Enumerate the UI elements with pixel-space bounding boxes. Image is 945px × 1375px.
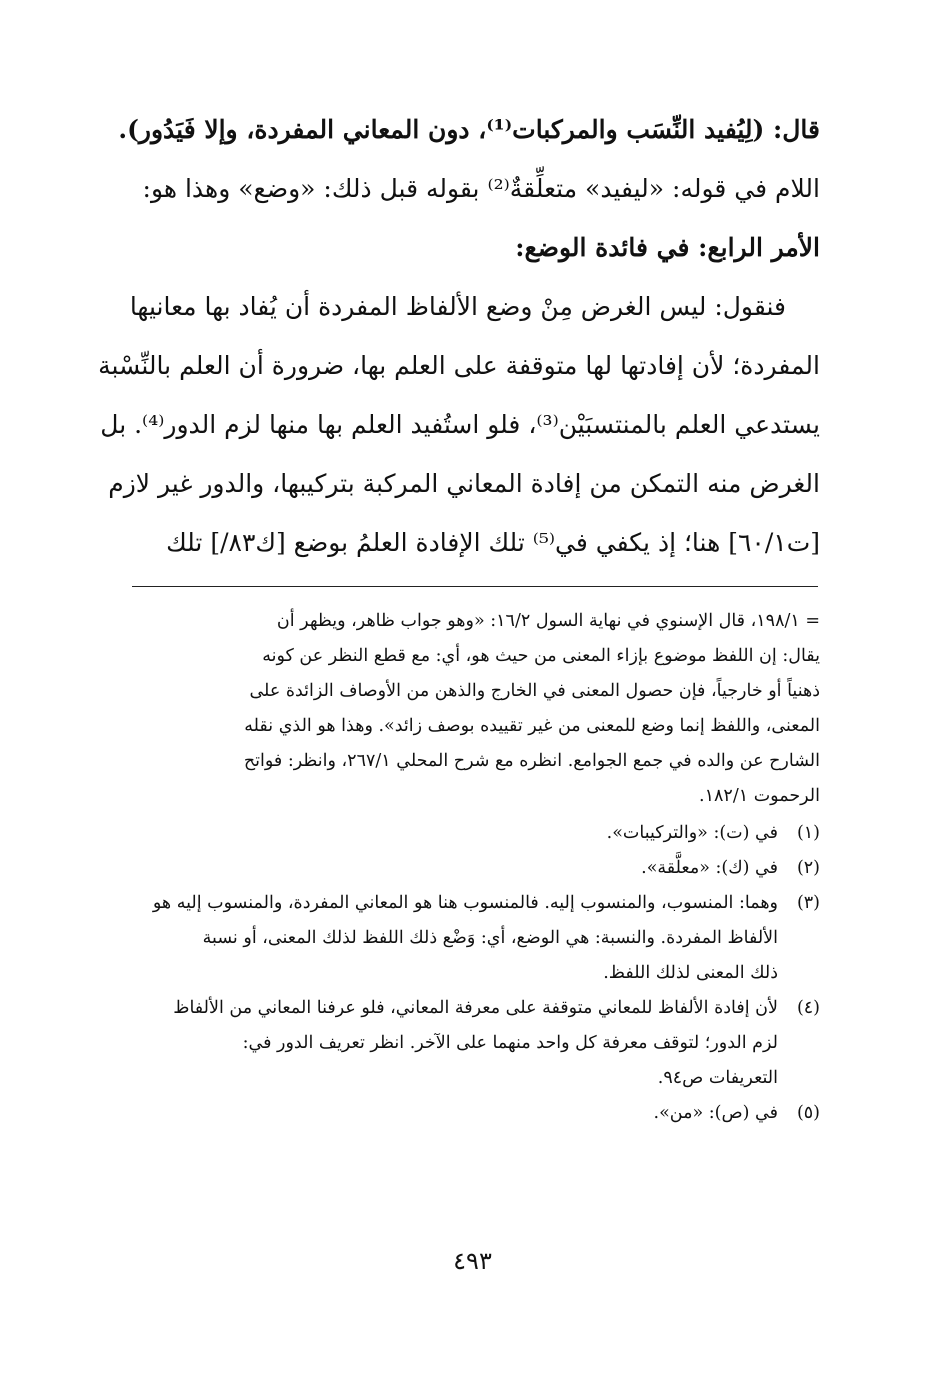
- footnote-text: في (ك): «معلَّقة».: [641, 858, 778, 878]
- footnote-3-cont: الألفاظ المفردة. والنسبة: هي الوضع، أي: وَضْع ذلك اللفظ لذلك المعنى، أو نسبة: [202, 928, 778, 948]
- section-heading: الأمر الرابع: في فائدة الوضع:: [515, 233, 820, 262]
- footnote-continuation-line: الشارح عن والده في جمع الجوامع. انظره مع شرح المحلي ٢٦٧/١، وانظر: فواتح: [243, 751, 820, 771]
- footnote-continuation-line: المعنى، واللفظ إنما وضع للمعنى من غير تقييده بوصف زائد». وهذا هو الذي نقله: [244, 716, 820, 736]
- paragraph-line-5: [ت٦٠/١] هنا؛ إذ يكفي في⁽⁵⁾ تلك الإفادة العلمُ بوضع [ك٨٣/] تلك: [166, 528, 820, 557]
- paragraph-line-2: المفردة؛ لأن إفادتها لها متوقفة على العلم بها، ضرورة أن العلم بالنِّسْبة: [98, 351, 820, 380]
- footnote-3-cont: ذلك المعنى لذلك اللفظ.: [603, 963, 778, 983]
- footnote-number: (٢): [796, 858, 820, 878]
- footnote-3: [130, 886, 820, 921]
- footnote-continuation-line: الرحموت ١٨٢/١.: [699, 786, 820, 806]
- main-text: [98, 100, 820, 572]
- footnote-continuation-line: يقال: إن اللفظ موضوع بإزاء المعنى من حيث هو، أي: مع قطع النظر عن كونه: [262, 646, 820, 666]
- footnote-1: [130, 816, 820, 851]
- footnote-text: وهما: المنسوب، والمنسوب إليه. فالمنسوب هنا هو المعاني المفردة، والمنسوب إليه هو: [152, 893, 778, 913]
- footnote-number: (٥): [796, 1103, 820, 1123]
- footnote-number: (٤): [796, 998, 820, 1018]
- page-number: ٤٩٣: [453, 1247, 492, 1275]
- footnote-number: (١): [796, 823, 820, 843]
- footnote-continuation-line: ذهنياً أو خارجياً، فإن حصول المعنى في الخارج والذهن من الأوصاف الزائدة على: [249, 681, 820, 701]
- footnote-number: (٣): [796, 893, 820, 913]
- commentary-line: اللام في قوله: «ليفيد» متعلِّقةٌ⁽²⁾ بقوله قبل ذلك: «وضع» وهذا هو:: [142, 174, 820, 203]
- footnote-text: في (ص): «من».: [653, 1103, 778, 1123]
- footnote-text: في (ت): «والتركيبات».: [606, 823, 778, 843]
- footnote-continuation-line: = ١٩٨/١، قال الإسنوي في نهاية السول ١٦/٢: «وهو جواب ظاهر، ويظهر أن: [276, 611, 820, 631]
- paragraph-line-1: فنقول: ليس الغرض مِنْ وضع الألفاظ المفردة أن يُفاد بها معانيها: [129, 292, 786, 321]
- paragraph-line-3: يستدعي العلم بالمنتسبَيْن⁽³⁾، فلو استُفيد العلم بها منها لزم الدور⁽⁴⁾. بل: [100, 410, 820, 439]
- footnotes: [130, 604, 820, 1131]
- footnote-text: لأن إفادة الألفاظ للمعاني متوقفة على معرفة المعاني، فلو عرفنا المعاني من الألفاظ: [173, 998, 778, 1018]
- footnote-separator: [132, 586, 818, 587]
- footnote-4-cont: التعريفات ص٩٤.: [657, 1068, 778, 1088]
- footnote-5: [130, 1096, 820, 1131]
- footnote-4: [130, 991, 820, 1026]
- footnote-4-cont: لزم الدور؛ لتوقف معرفة كل واحد منهما على الآخر. انظر تعريف الدور في:: [242, 1033, 778, 1053]
- quoted-text-line: قال: (لِيُفيد النِّسَب والمركبات⁽¹⁾، دون المعاني المفردة، وإلا فَيَدُور).: [118, 115, 820, 144]
- paragraph-line-4: الغرض منه التمكن من إفادة المعاني المركبة بتركيبها، والدور غير لازم: [108, 469, 820, 498]
- footnote-2: [130, 851, 820, 886]
